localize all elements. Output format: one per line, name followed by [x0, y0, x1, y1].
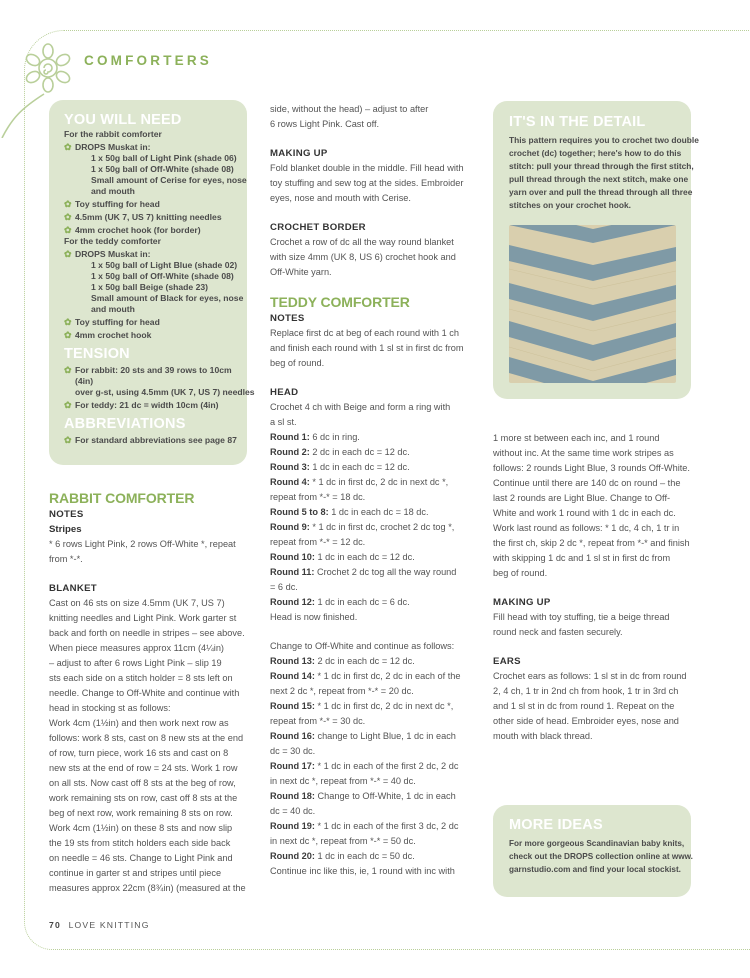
- body-line: knitting needles and Light Pink. Work garter st: [49, 613, 237, 623]
- body-line: beg of next row, work remaining 8 sts on row.: [49, 808, 233, 818]
- round-line: Round 2: 2 dc in each dc = 12 dc.: [270, 447, 410, 457]
- body-line: Work last round as follows: * 1 dc, 4 ch, 1 tr in: [493, 523, 680, 533]
- body-line: Crochet ears as follows: 1 sl st in dc from round: [493, 671, 687, 681]
- body-line: * 6 rows Light Pink, 2 rows Off-White *, repeat: [49, 539, 236, 549]
- round-label: Round 9:: [270, 522, 310, 532]
- list-item: Small amount of Black for eyes, nose: [91, 293, 244, 303]
- round-line: repeat from *-* = 12 dc.: [270, 537, 366, 547]
- round-label: Round 16:: [270, 731, 315, 741]
- round-line: Head is now finished.: [270, 612, 358, 622]
- round-line: repeat from *-* = 18 dc.: [270, 492, 366, 502]
- star-bullet-icon: ✿: [64, 435, 72, 445]
- body-line: other side of head. Embroider eyes, nose and: [493, 716, 679, 726]
- body-line: from *-*.: [49, 554, 83, 564]
- round-label: Round 13:: [270, 656, 315, 666]
- body-line: last 2 rounds are Light Blue. Change to Off-: [493, 493, 671, 503]
- body-line: Change to Off-White and continue as follows:: [270, 641, 455, 651]
- blanket-text: [49, 596, 249, 896]
- teddy-comforter-heading: TEDDY COMFORTER: [270, 294, 410, 310]
- body-line: head in stocking st as follows:: [49, 703, 171, 713]
- body-line: 2, 4 ch, 1 tr in 2nd ch from hook, 1 tr in 3rd ch: [493, 686, 679, 696]
- round-line: repeat from *-* = 30 dc.: [270, 716, 366, 726]
- list-item: ✿ For standard abbreviations see page 87: [64, 435, 237, 445]
- column-1: [49, 490, 249, 896]
- round-label: Round 17:: [270, 761, 315, 771]
- star-bullet-icon: ✿: [64, 400, 72, 410]
- body-line: – adjust to after 6 rows Light Pink – slip 19: [49, 658, 222, 668]
- body-line: sts each side on a stitch holder = 8 sts left on: [49, 673, 233, 683]
- body-line: 6 rows Light Pink. Cast off.: [270, 119, 380, 129]
- round-line: next 2 dc *, repeat from *-* = 20 dc.: [270, 686, 414, 696]
- round-label: Round 3:: [270, 462, 310, 472]
- body-line: follows: 2 rounds Light Blue, 3 rounds Off-White.: [493, 463, 690, 473]
- list-item: 1 x 50g ball of Light Blue (shade 02): [91, 260, 238, 270]
- detail-text: This pattern requires you to crochet two double crochet (dc) together; here's how to do this stitch: pull your thread through the first stitch, pull thread through the next stitch, make one yarn over and pull the thread through all three stitches on your crochet hook.: [509, 135, 699, 210]
- list-item: ✿ Toy stuffing for head: [64, 199, 160, 209]
- blanket-heading: BLANKET: [49, 583, 97, 594]
- making-up-heading: MAKING UP: [270, 148, 328, 159]
- round-line: in next dc *, repeat from *-* = 50 dc.: [270, 836, 416, 846]
- body-line: White and work 1 round with 1 dc in each dc.: [493, 508, 676, 518]
- round-label: Round 10:: [270, 552, 315, 562]
- teddy-for-label: For the teddy comforter: [64, 236, 161, 246]
- round-line: Round 19: * 1 dc in each of the first 3 dc, 2 dc: [270, 821, 459, 831]
- crochet-border-heading: CROCHET BORDER: [270, 222, 366, 233]
- body-line: back and forth on needle in stripes – see above.: [49, 628, 245, 638]
- body-line: When piece measures approx 11cm (4¼in): [49, 643, 224, 653]
- head-heading: HEAD: [270, 387, 299, 398]
- stripe-photo: [509, 225, 676, 383]
- body-line: Fold blanket double in the middle. Fill head with: [270, 163, 464, 173]
- body-line: beg of round.: [493, 568, 548, 578]
- list-item: 1 x 50g ball of Off-White (shade 08): [91, 271, 234, 281]
- round-label: Round 4:: [270, 477, 310, 487]
- round-line: Continue inc like this, ie, 1 round with inc with: [270, 866, 455, 876]
- body-line: Work 4cm (1½in) on these 8 sts and now slip: [49, 823, 233, 833]
- list-item: and mouth: [91, 304, 135, 314]
- body-line: Off-White yarn.: [270, 267, 332, 277]
- magazine-name: LOVE KNITTING: [68, 920, 150, 930]
- you-will-need-heading: YOU WILL NEED: [64, 112, 182, 128]
- body-line: of row, turn piece, work 16 sts and cast on 8: [49, 748, 229, 758]
- body-line: with size 4mm (UK 8, US 6) crochet hook and: [270, 252, 456, 262]
- star-bullet-icon: ✿: [64, 225, 72, 235]
- body-line: Crochet a row of dc all the way round blanket: [270, 237, 454, 247]
- page-footer: [49, 920, 150, 930]
- section-title: COMFORTERS: [84, 53, 212, 68]
- notes-heading: NOTES: [270, 313, 305, 324]
- continued-text: [493, 431, 698, 581]
- body-line: continue in garter st and stripes until piece: [49, 868, 222, 878]
- body-line: eyes, nose and mouth with Cerise.: [270, 193, 411, 203]
- round-line: Round 16: change to Light Blue, 1 dc in each: [270, 731, 456, 741]
- star-bullet-icon: ✿: [64, 330, 72, 340]
- body-line: on needle = 46 sts. Change to Light Pink and: [49, 853, 233, 863]
- round-line: Round 17: * 1 dc in each of the first 2 dc, 2 dc: [270, 761, 459, 771]
- star-bullet-icon: ✿: [64, 199, 72, 209]
- list-item: 1 x 50g ball of Light Pink (shade 06): [91, 153, 237, 163]
- body-line: Replace first dc at beg of each round with 1 ch: [270, 328, 459, 338]
- round-label: Round 19:: [270, 821, 315, 831]
- star-bullet-icon: ✿: [64, 212, 72, 222]
- star-bullet-icon: ✿: [64, 365, 72, 375]
- list-item: Small amount of Cerise for eyes, nose: [91, 175, 247, 185]
- rounds-list-b: [270, 654, 470, 879]
- round-line: Round 5 to 8: 1 dc in each dc = 18 dc.: [270, 507, 429, 517]
- round-label: Round 20:: [270, 851, 315, 861]
- list-item: ✿ For teddy: 21 dc = width 10cm (4in): [64, 400, 219, 410]
- round-line: = 6 dc.: [270, 582, 298, 592]
- body-line: 1 more st between each inc, and 1 round: [493, 433, 660, 443]
- body-line: Cast on 46 sts on size 4.5mm (UK 7, US 7): [49, 598, 225, 608]
- round-label: Round 5 to 8:: [270, 507, 329, 517]
- list-item: ✿ Toy stuffing for head: [64, 317, 160, 327]
- body-line: new sts at the end of row = 24 sts. Work 1 row: [49, 763, 238, 773]
- round-label: Round 1:: [270, 432, 310, 442]
- body-line: on all sts. Now cast off 8 sts at the beg of row,: [49, 778, 236, 788]
- round-line: Round 18: Change to Off-White, 1 dc in each: [270, 791, 456, 801]
- rabbit-comforter-heading: RABBIT COMFORTER: [49, 490, 195, 506]
- body-line: a sl st.: [270, 417, 297, 427]
- list-item: ✿ 4mm crochet hook: [64, 330, 152, 340]
- round-line: in next dc *, repeat from *-* = 40 dc.: [270, 776, 416, 786]
- body-line: and finish each round with 1 sl st in first dc from: [270, 343, 464, 353]
- list-item: ✿ For rabbit: 20 sts and 39 rows to 10cm (4in): [64, 365, 232, 386]
- star-bullet-icon: ✿: [64, 249, 72, 259]
- body-line: Work 4cm (1½in) and then work next row as: [49, 718, 229, 728]
- column-3: [493, 431, 698, 744]
- round-label: Round 11:: [270, 567, 315, 577]
- round-line: Round 10: 1 dc in each dc = 12 dc.: [270, 552, 415, 562]
- round-line: dc = 40 dc.: [270, 806, 316, 816]
- list-item: ✿ DROPS Muskat in:: [64, 142, 151, 152]
- ears-text: [493, 669, 698, 744]
- notes-heading: NOTES: [49, 509, 84, 520]
- list-item: over g-st, using 4.5mm (UK 7, US 7) needles: [75, 387, 255, 397]
- detail-box: [493, 101, 699, 399]
- body-line: and 1 sl st in dc from round 1. Repeat on the: [493, 701, 675, 711]
- body-line: the first ch, skip 2 dc *, repeat from *-* and finish: [493, 538, 690, 548]
- ears-heading: EARS: [493, 656, 521, 667]
- list-item: ✿ 4mm crochet hook (for border): [64, 225, 201, 235]
- body-line: follows: work 8 sts, cast on 8 new sts at the end: [49, 733, 244, 743]
- round-label: Round 14:: [270, 671, 315, 681]
- round-line: dc = 30 dc.: [270, 746, 316, 756]
- detail-heading: IT'S IN THE DETAIL: [509, 114, 646, 130]
- body-line: beg of round.: [270, 358, 325, 368]
- round-line: Round 3: 1 dc in each dc = 12 dc.: [270, 462, 410, 472]
- body-line: measures approx 22cm (8¾in) (measured at the: [49, 883, 246, 893]
- making-up-heading: MAKING UP: [493, 597, 551, 608]
- body-line: Crochet 4 ch with Beige and form a ring with: [270, 402, 451, 412]
- tension-heading: TENSION: [64, 346, 130, 362]
- body-line: toy stuffing and sew tog at the sides. Embroider: [270, 178, 464, 188]
- round-label: Round 12:: [270, 597, 315, 607]
- round-line: Round 20: 1 dc in each dc = 50 dc.: [270, 851, 415, 861]
- rounds-list-a: [270, 430, 470, 625]
- you-will-need-box: [49, 100, 255, 465]
- round-line: Round 1: 6 dc in ring.: [270, 432, 360, 442]
- body-line: Fill head with toy stuffing, tie a beige thread: [493, 612, 670, 622]
- round-label: Round 15:: [270, 701, 315, 711]
- round-line: Round 4: * 1 dc in first dc, 2 dc in next dc *,: [270, 477, 449, 487]
- list-item: 1 x 50g ball Beige (shade 23): [91, 282, 209, 292]
- body-line: needle. Change to Off-White and continue with: [49, 688, 240, 698]
- body-line: mouth with black thread.: [493, 731, 593, 741]
- round-line: Round 9: * 1 dc in first dc, crochet 2 dc tog *,: [270, 522, 455, 532]
- abbreviations-heading: ABBREVIATIONS: [64, 416, 186, 432]
- round-label: Round 2:: [270, 447, 310, 457]
- body-line: Continue until there are 140 dc on round – the: [493, 478, 681, 488]
- body-line: work remaining sts on row, cast off 8 sts at the: [49, 793, 238, 803]
- list-item: ✿ DROPS Muskat in:: [64, 249, 151, 259]
- body-line: with skipping 1 dc and 1 sl st in first dc from: [493, 553, 671, 563]
- more-ideas-text: For more gorgeous Scandinavian baby knits, check out the DROPS collection online at www. garnstudio.com and find your local stockist.: [509, 839, 693, 874]
- star-bullet-icon: ✿: [64, 142, 72, 152]
- round-line: Round 15: * 1 dc in first dc, 2 dc in next dc *,: [270, 701, 454, 711]
- round-line: Round 12: 1 dc in each dc = 6 dc.: [270, 597, 410, 607]
- body-line: round neck and fasten securely.: [493, 627, 623, 637]
- round-line: Round 13: 2 dc in each dc = 12 dc.: [270, 656, 415, 666]
- body-line: the 19 sts from stitch holders each side back: [49, 838, 231, 848]
- round-label: Round 18:: [270, 791, 315, 801]
- body-line: without inc. At the same time work stripes as: [493, 448, 674, 458]
- round-line: Round 11: Crochet 2 dc tog all the way round: [270, 567, 457, 577]
- page-number: 70: [49, 920, 61, 930]
- more-ideas-box: [493, 805, 691, 897]
- list-item: and mouth: [91, 186, 135, 196]
- column-2: [270, 102, 470, 879]
- rabbit-for-label: For the rabbit comforter: [64, 129, 162, 139]
- body-line: side, without the head) – adjust to after: [270, 104, 429, 114]
- list-item: ✿ 4.5mm (UK 7, US 7) knitting needles: [64, 212, 222, 222]
- star-bullet-icon: ✿: [64, 317, 72, 327]
- stripes-heading: Stripes: [49, 524, 82, 535]
- round-line: Round 14: * 1 dc in first dc, 2 dc in each of the: [270, 671, 461, 681]
- list-item: 1 x 50g ball of Off-White (shade 08): [91, 164, 234, 174]
- more-ideas-heading: MORE IDEAS: [509, 817, 603, 833]
